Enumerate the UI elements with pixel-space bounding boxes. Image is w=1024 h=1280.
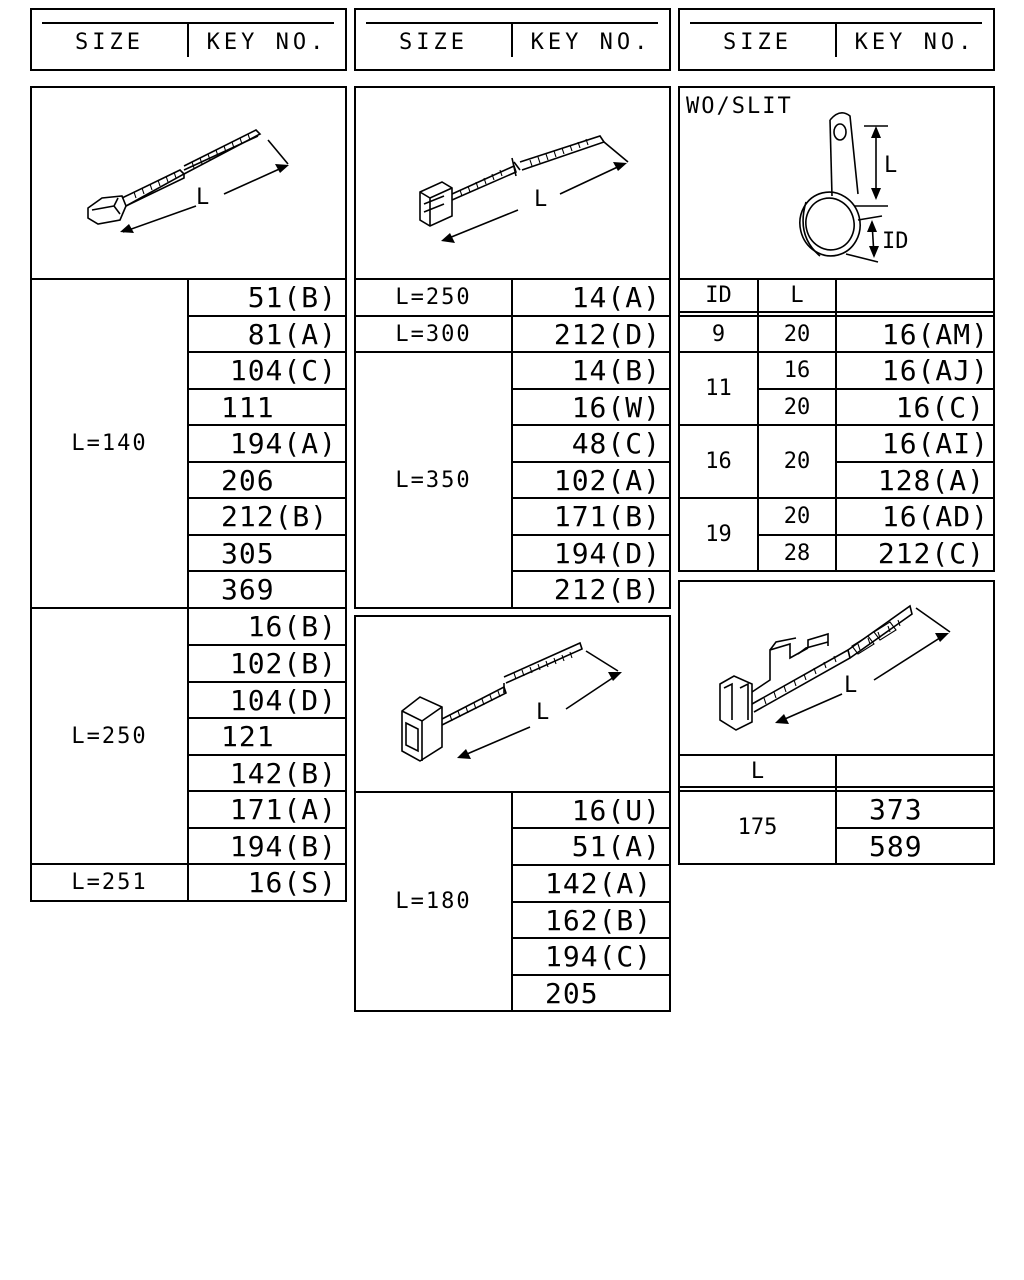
key-number: 16(C) bbox=[895, 390, 985, 424]
size-cell: L=250 bbox=[395, 285, 472, 310]
id-cell: 11 bbox=[705, 376, 732, 401]
key-number: 589 bbox=[869, 829, 923, 863]
key-number: 171(A) bbox=[229, 793, 337, 826]
key-number: 194(D) bbox=[553, 536, 661, 570]
key-number: 373 bbox=[869, 793, 923, 826]
key-number: 48(C) bbox=[571, 427, 661, 460]
key-number: 16(B) bbox=[247, 610, 337, 643]
length-cell: 20 bbox=[783, 504, 811, 529]
key-number: 111 bbox=[221, 390, 275, 424]
size-cell: L=250 bbox=[71, 723, 148, 749]
key-number: 206 bbox=[221, 463, 275, 497]
key-number: 369 bbox=[221, 573, 275, 606]
key-number: 194(B) bbox=[229, 829, 337, 863]
dimension-label-l: L bbox=[536, 700, 550, 725]
key-number: 104(D) bbox=[229, 683, 337, 717]
key-number: 194(C) bbox=[545, 940, 653, 973]
key-number: 212(B) bbox=[221, 500, 329, 533]
size-cell: L=300 bbox=[395, 321, 472, 347]
length-cell: 16 bbox=[783, 358, 811, 383]
dimension-label-l: L bbox=[534, 187, 548, 212]
length-cell: 20 bbox=[783, 394, 811, 420]
key-number: 102(A) bbox=[553, 463, 661, 497]
key-number: 16(U) bbox=[571, 793, 661, 827]
clamp-title: WO/SLIT bbox=[686, 94, 793, 119]
header-key-label: KEY NO. bbox=[206, 29, 328, 55]
key-number: 121 bbox=[221, 720, 275, 753]
id-cell: 16 bbox=[705, 449, 732, 474]
id-cell: 19 bbox=[705, 522, 732, 547]
cable-tie-d-illustration bbox=[678, 580, 995, 756]
key-number: 16(AM) bbox=[881, 317, 989, 351]
key-number: 142(A) bbox=[545, 867, 653, 900]
column-header-id: ID bbox=[705, 283, 732, 308]
length-cell: 20 bbox=[783, 321, 811, 347]
dimension-label-l: L bbox=[844, 673, 858, 698]
header-size-label: SIZE bbox=[723, 29, 792, 55]
length-cell: 20 bbox=[783, 449, 811, 474]
size-cell: L=180 bbox=[395, 889, 472, 914]
key-number: 194(A) bbox=[229, 427, 337, 460]
key-number: 305 bbox=[221, 536, 275, 570]
header-key-label: KEY NO. bbox=[530, 29, 652, 55]
key-number: 14(A) bbox=[571, 281, 661, 314]
size-cell: 175 bbox=[737, 815, 778, 840]
key-number: 81(A) bbox=[247, 317, 337, 351]
cable-tie-c-illustration bbox=[354, 615, 671, 793]
key-number: 51(A) bbox=[571, 830, 661, 863]
key-number: 171(B) bbox=[553, 500, 661, 533]
key-number: 205 bbox=[545, 976, 599, 1010]
length-cell: 28 bbox=[783, 540, 811, 566]
id-cell: 9 bbox=[711, 321, 726, 347]
size-cell: L=140 bbox=[71, 431, 148, 456]
cable-tie-b-illustration bbox=[354, 86, 671, 280]
clamp-illustration bbox=[678, 86, 995, 280]
column-header-l: L bbox=[790, 283, 804, 308]
key-number: 51(B) bbox=[247, 281, 337, 314]
dimension-label-l: L bbox=[884, 153, 898, 178]
header-size-label: SIZE bbox=[399, 29, 468, 55]
key-number: 16(AI) bbox=[881, 427, 989, 460]
key-number: 104(C) bbox=[229, 354, 337, 387]
key-number: 16(S) bbox=[247, 866, 337, 899]
key-number: 14(B) bbox=[571, 354, 661, 387]
key-number: 162(B) bbox=[545, 903, 653, 937]
size-cell: L=350 bbox=[395, 467, 472, 493]
cable-tie-a-illustration bbox=[30, 86, 347, 280]
key-number: 128(A) bbox=[877, 463, 985, 497]
column-header-l: L bbox=[750, 758, 765, 784]
key-number: 212(C) bbox=[877, 536, 985, 570]
header-key-label: KEY NO. bbox=[854, 29, 976, 55]
key-number: 212(B) bbox=[553, 573, 661, 606]
key-number: 212(D) bbox=[553, 317, 661, 351]
size-cell: L=251 bbox=[71, 870, 148, 895]
key-number: 16(W) bbox=[571, 390, 661, 424]
key-number: 16(AJ) bbox=[881, 354, 989, 387]
key-number: 102(B) bbox=[229, 647, 337, 680]
dimension-label-id: ID bbox=[882, 229, 909, 254]
header-size-label: SIZE bbox=[75, 29, 144, 55]
key-number: 142(B) bbox=[229, 756, 337, 790]
key-number: 16(AD) bbox=[881, 500, 989, 533]
dimension-label-l: L bbox=[196, 185, 210, 210]
